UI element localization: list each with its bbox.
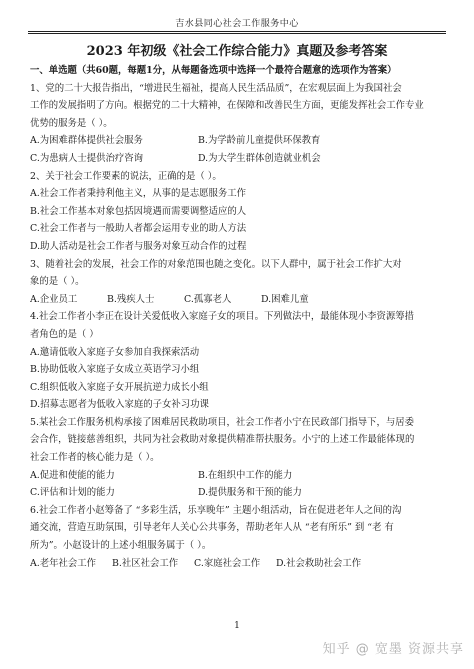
question-6-options <box>30 555 446 573</box>
question-5-options-row-2 <box>30 484 446 502</box>
question-3-options <box>30 291 446 309</box>
question-5-option-c: C.评估和计划的能力 <box>30 487 115 499</box>
question-6-line-2: 通交流，营造互助氛围，引导老年人关心公共事务，帮助老年人从 “老有所乐” 到 “老 有 <box>30 522 394 534</box>
question-5-line-3: 社会工作者的核心能力是（ ）。 <box>30 452 160 464</box>
question-1-options-row-1 <box>30 132 446 150</box>
question-3-option-d: D.困难儿童 <box>261 293 309 305</box>
question-5-option-a: A.促进和使能的能力 <box>30 469 115 481</box>
question-5-option-b: B.在组织中工作的能力 <box>198 469 293 481</box>
question-5-line-1: 5.某社会工作服务机构承接了困难居民救助项目，社会工作者小宁在民政部门指导下，与居委 <box>30 416 414 428</box>
question-5-line-2: 会合作，链接慈善组织，共同为社会救助对象提供精准帮扶服务。小宁的上述工作最能体现的 <box>30 434 415 446</box>
question-6-option-d: D.社会救助社会工作 <box>276 557 362 569</box>
question-2-line-1: 2、关于社会工作要素的说法，正确的是（ ）。 <box>30 170 222 182</box>
question-2-option-d: D.助人活动是社会工作者与服务对象互动合作的过程 <box>30 240 247 252</box>
question-1-line-1: 1、党的二十大报告指出，“增进民生福祉，提高人民生活品质”，在宏观层面上为我国社会 <box>30 82 402 94</box>
question-4-line-2: 者角色的是（ ） <box>30 328 99 340</box>
question-2-option-c: C.社会工作者与一般助人者都会运用专业的助人方法 <box>30 223 247 235</box>
exam-content <box>30 62 446 572</box>
question-4-option-b: B.协助低收入家庭子女成立英语学习小组 <box>30 364 200 376</box>
question-1-options-row-2 <box>30 150 446 168</box>
question-5-option-d: D.提供服务和干预的能力 <box>198 487 302 499</box>
question-1-option-a: A.为困难群体提供社会服务 <box>30 135 143 147</box>
question-1-option-c: C.为患病人士提供治疗咨询 <box>30 152 143 164</box>
question-5-options-row-1 <box>30 467 446 485</box>
question-6-option-a: A.老年社会工作 <box>30 557 97 569</box>
page-header: 吉水县同心社会工作服务中心 <box>175 19 299 29</box>
header-divider <box>28 31 446 34</box>
question-4-line-1: 4.社会工作者小李正在设计关爱低收入家庭子女的项目。下列做法中，最能体现小李资源筹措 <box>30 311 414 323</box>
watermark: 知乎 @ 宽墨 资源共享 <box>322 642 464 657</box>
question-6-option-c: C.家庭社会工作 <box>194 557 261 569</box>
question-3-line-2: 象的是（ ）。 <box>30 276 85 288</box>
question-6-line-3: 所为”。小赵设计的上述小组服务属于（ ）。 <box>30 540 212 552</box>
page-title: 2023 年初级《社会工作综合能力》真题及参考答案 <box>86 44 388 59</box>
section-heading: 一、单选题（共60题，每题1分，从每题备选项中选择一个最符合题意的选项作为答案） <box>30 65 397 76</box>
question-3-option-a: A.企业员工 <box>30 293 78 305</box>
question-1-option-b: B.为学龄前儿童提供环保教育 <box>198 135 321 147</box>
question-4-option-a: A.邀请低收入家庭子女参加自我探索活动 <box>30 346 200 358</box>
question-1-option-d: D.为大学生群体创造就业机会 <box>198 152 321 164</box>
question-1-line-3: 优势的服务是（ ）。 <box>30 117 113 129</box>
question-4-option-c: C.组织低收入家庭子女开展抗逆力成长小组 <box>30 381 209 393</box>
question-2-option-a: A.社会工作者秉持利他主义，从事的是志愿服务工作 <box>30 188 247 200</box>
question-3-line-1: 3、随着社会的发展，社会工作的对象范围也随之变化。以下人群中，属于社会工作扩大对 <box>30 258 402 270</box>
question-2-option-b: B.社会工作基本对象包括因境遇而需要调整适应的人 <box>30 205 247 217</box>
question-6-line-1: 6.社会工作者小赵筹备了 “多彩生活，乐享晚年” 主题小组活动，旨在促进老年人之间的沟 <box>30 504 402 516</box>
question-3-option-c: C.孤寡老人 <box>184 293 232 305</box>
page-number: 1 <box>234 621 240 631</box>
question-3-option-b: B.残疾人士 <box>107 293 155 305</box>
question-6-option-b: B.社区社会工作 <box>112 557 179 569</box>
question-1-line-2: 工作的发展指明了方向。根据党的二十大精神，在保障和改善民生方面，更能发挥社会工作专业 <box>30 100 424 112</box>
question-4-option-d: D.招募志愿者为低收入家庭的子女补习功课 <box>30 399 209 411</box>
